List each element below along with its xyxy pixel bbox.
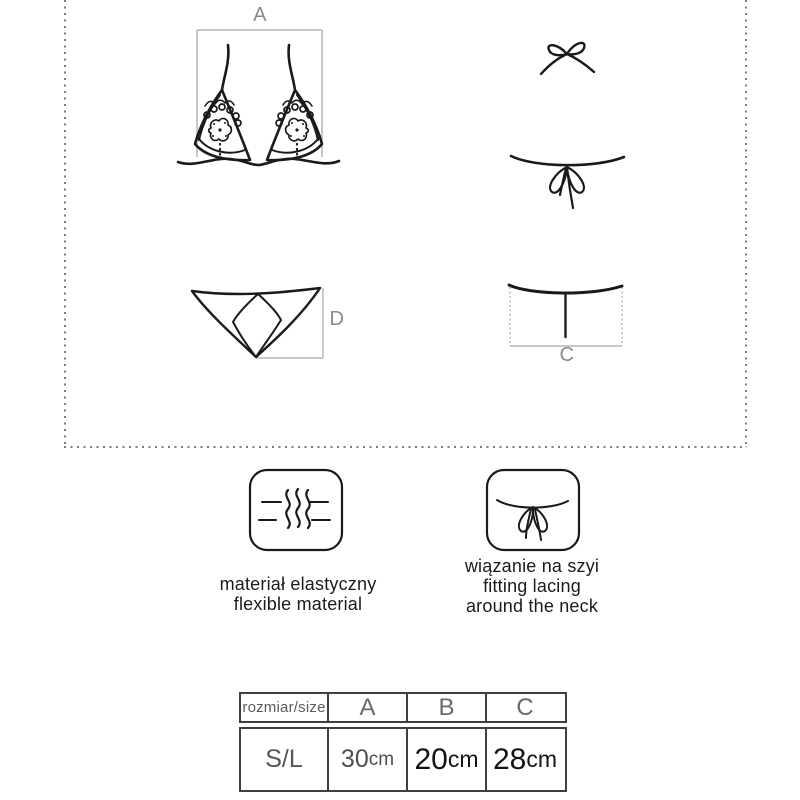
value-number: 20 — [414, 742, 448, 776]
caption-line: fitting lacing — [483, 576, 581, 596]
bottom-drawing — [180, 275, 350, 370]
value-number: 28 — [492, 742, 527, 776]
feature-caption-elastic — [178, 574, 418, 614]
cell-size-value: S/L — [265, 745, 303, 773]
size-table — [239, 692, 567, 792]
cell-b-value — [406, 729, 485, 790]
caption-line: wiązanie na szyi — [464, 556, 600, 576]
neck-strap-drawing — [505, 145, 630, 215]
header-cell-c: C — [485, 694, 563, 721]
size-table-data-row — [239, 727, 567, 792]
diagram-frame-bottom — [64, 446, 747, 448]
value-unit: cm — [526, 746, 558, 772]
strap-bow-drawing — [535, 38, 600, 80]
dimension-label-a: A — [253, 4, 267, 26]
width-a-bracket — [197, 30, 322, 157]
neck-bow-icon — [485, 468, 581, 552]
header-cell-b: B — [406, 694, 485, 721]
dimension-label-c: C — [559, 344, 575, 366]
header-cell-a: A — [327, 694, 406, 721]
cell-a-value — [327, 729, 406, 790]
size-table-header-row — [239, 692, 567, 723]
halter-string — [222, 45, 228, 90]
value-unit: cm — [368, 748, 395, 770]
feature-caption-lacing — [432, 556, 632, 616]
value-unit: cm — [447, 746, 479, 772]
under-band — [178, 159, 339, 165]
dimension-label-d: D — [329, 308, 345, 330]
caption-line: flexible material — [233, 594, 363, 614]
bra-top-drawing — [175, 0, 350, 180]
cell-c-value — [485, 729, 563, 790]
caption-line: materiał elastyczny — [219, 574, 377, 594]
caption-line: around the neck — [465, 596, 599, 616]
gusset-panel — [233, 294, 281, 357]
header-cell-size-label: rozmiar/size — [242, 699, 326, 716]
value-number: 30 — [340, 745, 369, 773]
elastic-waves-icon — [248, 468, 344, 552]
diagram-frame-left — [64, 0, 66, 448]
diagram-frame-right — [745, 0, 747, 448]
